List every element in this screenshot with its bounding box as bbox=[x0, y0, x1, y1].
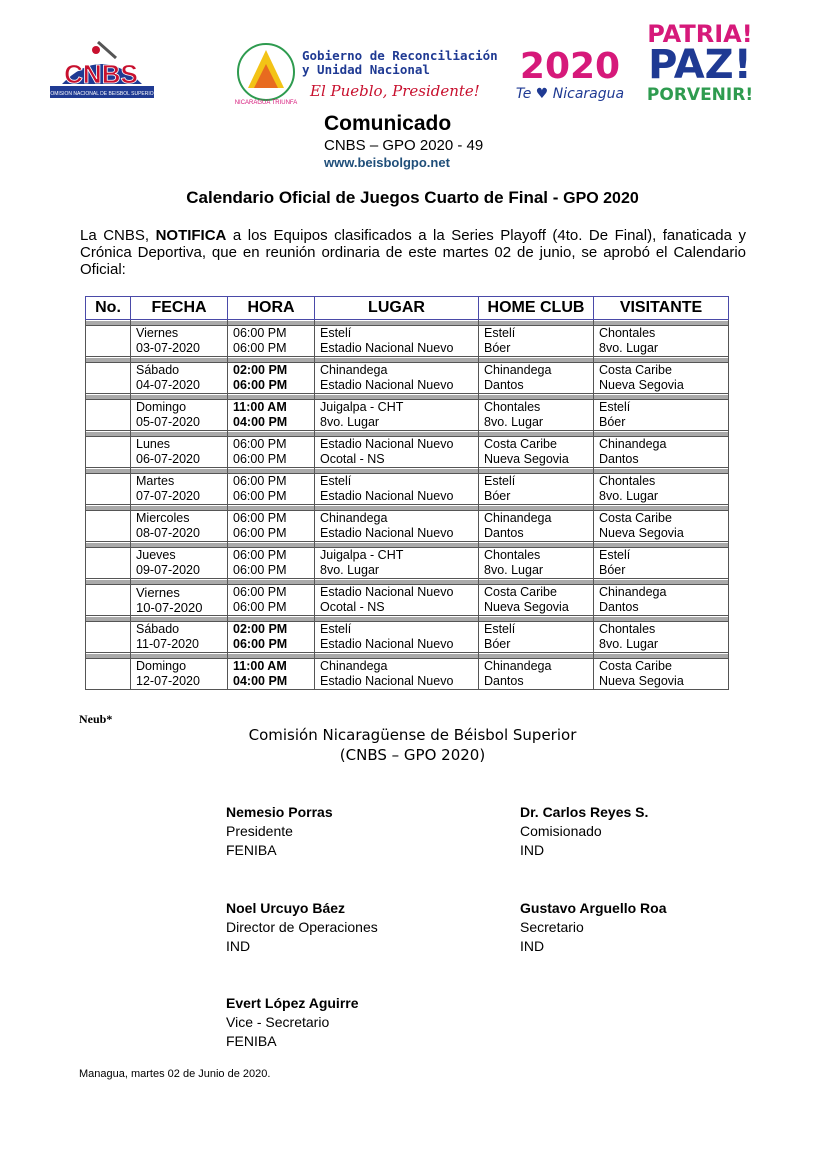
game-day: Sábado bbox=[131, 622, 228, 638]
main-title-text: Calendario Oficial de Juegos Cuarto de Final - bbox=[186, 188, 564, 207]
game-number-cell bbox=[86, 400, 131, 416]
game-day: Jueves bbox=[131, 548, 228, 564]
game-visitor: 8vo. Lugar bbox=[594, 489, 729, 505]
gobierno-slogan: El Pueblo, Presidente! bbox=[310, 82, 480, 100]
comunicado-number: CNBS – GPO 2020 - 49 bbox=[324, 137, 484, 154]
game-place: Estadio Nacional Nuevo bbox=[315, 437, 479, 453]
game-time: 06:00 PM bbox=[228, 378, 315, 394]
signatory-name: Gustavo Arguello Roa bbox=[520, 900, 667, 916]
game-visitor: Chinandega bbox=[594, 585, 729, 601]
game-row bbox=[86, 378, 729, 394]
game-day: Viernes bbox=[131, 326, 228, 342]
gobierno-logo bbox=[228, 36, 498, 106]
organization-name: Comisión Nicaragüense de Béisbol Superior bbox=[248, 726, 577, 744]
game-row bbox=[86, 415, 729, 431]
game-visitor: Chontales bbox=[594, 326, 729, 342]
game-place: Estadio Nacional Nuevo bbox=[315, 526, 479, 542]
game-row bbox=[86, 400, 729, 416]
game-visitor: Costa Caribe bbox=[594, 659, 729, 675]
game-number-cell bbox=[86, 548, 131, 564]
game-visitor: Costa Caribe bbox=[594, 363, 729, 379]
game-number-cell bbox=[86, 511, 131, 527]
game-place: Estelí bbox=[315, 474, 479, 490]
gobierno-seal-text: NICARAGUA TRIUNFA bbox=[234, 100, 298, 106]
game-home-club: Chinandega bbox=[479, 659, 594, 675]
game-visitor: Costa Caribe bbox=[594, 511, 729, 527]
game-place: Estadio Nacional Nuevo bbox=[315, 637, 479, 653]
game-home-club: Dantos bbox=[479, 378, 594, 394]
game-place: Estadio Nacional Nuevo bbox=[315, 585, 479, 601]
game-time: 02:00 PM bbox=[228, 622, 315, 638]
game-visitor: Bóer bbox=[594, 415, 729, 431]
signatory-title: Director de Operaciones bbox=[226, 919, 378, 935]
game-time: 06:00 PM bbox=[228, 341, 315, 357]
game-row bbox=[86, 363, 729, 379]
game-place: Chinandega bbox=[315, 363, 479, 379]
signatory-5 bbox=[226, 994, 359, 1051]
game-place: Chinandega bbox=[315, 511, 479, 527]
game-home-club: Bóer bbox=[479, 637, 594, 653]
game-row bbox=[86, 548, 729, 564]
intro-bold: NOTIFICA bbox=[155, 227, 227, 244]
game-number-cell bbox=[86, 585, 131, 601]
signatory-name: Nemesio Porras bbox=[226, 804, 333, 820]
game-time: 06:00 PM bbox=[228, 511, 315, 527]
game-home-club: Costa Caribe bbox=[479, 437, 594, 453]
game-row bbox=[86, 511, 729, 527]
game-home-club: Chinandega bbox=[479, 511, 594, 527]
game-place: Estelí bbox=[315, 326, 479, 342]
game-row bbox=[86, 474, 729, 490]
game-time: 06:00 PM bbox=[228, 452, 315, 468]
cnbs-logo bbox=[46, 36, 156, 102]
game-time: 11:00 AM bbox=[228, 400, 315, 416]
te-amo-nicaragua-logo bbox=[508, 44, 633, 102]
main-title-suffix: GPO 2020 bbox=[563, 190, 639, 207]
game-place: Ocotal - NS bbox=[315, 452, 479, 468]
game-visitor: Chontales bbox=[594, 474, 729, 490]
schedule-body bbox=[86, 320, 729, 690]
schedule-table bbox=[85, 296, 729, 690]
game-day: Martes bbox=[131, 474, 228, 490]
game-row bbox=[86, 563, 729, 579]
signatory-org: IND bbox=[226, 938, 251, 954]
game-row bbox=[86, 637, 729, 653]
game-row bbox=[86, 659, 729, 675]
footer-date: Managua, martes 02 de Junio de 2020. bbox=[79, 1068, 271, 1080]
game-number-cell bbox=[86, 378, 131, 394]
signatory-title: Vice - Secretario bbox=[226, 1014, 330, 1030]
game-date: 05-07-2020 bbox=[131, 415, 228, 431]
signatory-org: FENIBA bbox=[226, 842, 277, 858]
signatory-name: Dr. Carlos Reyes S. bbox=[520, 804, 649, 820]
game-time: 06:00 PM bbox=[228, 489, 315, 505]
game-home-club: Nueva Segovia bbox=[479, 452, 594, 468]
game-place: Ocotal - NS bbox=[315, 600, 479, 616]
game-row bbox=[86, 600, 729, 616]
game-visitor: Dantos bbox=[594, 452, 729, 468]
game-home-club: Chontales bbox=[479, 548, 594, 564]
game-number-cell bbox=[86, 326, 131, 342]
game-place: Estadio Nacional Nuevo bbox=[315, 378, 479, 394]
game-time: 06:00 PM bbox=[228, 585, 315, 601]
game-date: 04-07-2020 bbox=[131, 378, 228, 394]
patria-line3: PORVENIR! bbox=[646, 85, 754, 104]
schedule-header-row bbox=[86, 297, 729, 320]
signatory-name: Evert López Aguirre bbox=[226, 995, 359, 1011]
col-header-home-club: HOME CLUB bbox=[479, 297, 594, 320]
signatory-name: Noel Urcuyo Báez bbox=[226, 900, 346, 916]
signatory-org: IND bbox=[520, 938, 545, 954]
game-home-club: Costa Caribe bbox=[479, 585, 594, 601]
game-date: 07-07-2020 bbox=[131, 489, 228, 505]
logo2020-year: 2020 bbox=[519, 46, 621, 87]
game-row bbox=[86, 585, 729, 601]
signatory-org: IND bbox=[520, 842, 545, 858]
game-place: Estadio Nacional Nuevo bbox=[315, 489, 479, 505]
game-day: Lunes bbox=[131, 437, 228, 453]
game-number-cell bbox=[86, 659, 131, 675]
game-visitor: 8vo. Lugar bbox=[594, 341, 729, 357]
game-visitor: Chinandega bbox=[594, 437, 729, 453]
game-home-club: Estelí bbox=[479, 326, 594, 342]
game-row bbox=[86, 622, 729, 638]
col-header-fecha: FECHA bbox=[131, 297, 228, 320]
game-time: 06:00 PM bbox=[228, 600, 315, 616]
intro-paragraph bbox=[80, 227, 746, 278]
game-number-cell bbox=[86, 526, 131, 542]
game-home-club: Nueva Segovia bbox=[479, 600, 594, 616]
game-home-club: 8vo. Lugar bbox=[479, 415, 594, 431]
game-day: Domingo bbox=[131, 400, 228, 416]
game-place: Estadio Nacional Nuevo bbox=[315, 341, 479, 357]
logo2020-text: Te ♥ Nicaragua bbox=[515, 86, 625, 102]
game-visitor: Bóer bbox=[594, 563, 729, 579]
game-visitor: Estelí bbox=[594, 400, 729, 416]
game-day: Viernes bbox=[131, 585, 228, 601]
game-number-cell bbox=[86, 363, 131, 379]
col-header-no: No. bbox=[86, 297, 131, 320]
col-header-hora: HORA bbox=[228, 297, 315, 320]
signatory-title: Comisionado bbox=[520, 823, 602, 839]
game-visitor: Nueva Segovia bbox=[594, 378, 729, 394]
col-header-visitante: VISITANTE bbox=[594, 297, 729, 320]
game-home-club: Dantos bbox=[479, 674, 594, 690]
game-row bbox=[86, 341, 729, 357]
game-time: 06:00 PM bbox=[228, 437, 315, 453]
game-row bbox=[86, 489, 729, 505]
game-number-cell bbox=[86, 415, 131, 431]
signatory-2 bbox=[520, 803, 648, 860]
game-visitor: Chontales bbox=[594, 622, 729, 638]
game-time: 04:00 PM bbox=[228, 674, 315, 690]
cnbs-logo-text: CNBS bbox=[64, 59, 138, 89]
game-number-cell bbox=[86, 437, 131, 453]
cnbs-logo-subtitle: COMISION NACIONAL DE BEISBOL SUPERIOR bbox=[46, 91, 156, 97]
signatory-org: FENIBA bbox=[226, 1033, 277, 1049]
intro-part1: La CNBS, bbox=[80, 227, 156, 244]
game-home-club: Estelí bbox=[479, 622, 594, 638]
game-row bbox=[86, 452, 729, 468]
gobierno-line2: y Unidad Nacional bbox=[302, 62, 430, 77]
game-number-cell bbox=[86, 600, 131, 616]
col-header-lugar: LUGAR bbox=[315, 297, 479, 320]
game-visitor: Nueva Segovia bbox=[594, 526, 729, 542]
game-date: 12-07-2020 bbox=[131, 674, 228, 690]
game-home-club: Chontales bbox=[479, 400, 594, 416]
game-visitor: Nueva Segovia bbox=[594, 674, 729, 690]
game-visitor: Estelí bbox=[594, 548, 729, 564]
game-number-cell bbox=[86, 474, 131, 490]
organization-abbrev: (CNBS – GPO 2020) bbox=[339, 746, 486, 764]
game-number-cell bbox=[86, 341, 131, 357]
game-date: 09-07-2020 bbox=[131, 563, 228, 579]
game-day: Domingo bbox=[131, 659, 228, 675]
signatory-title: Presidente bbox=[226, 823, 293, 839]
signatory-title: Secretario bbox=[520, 919, 584, 935]
comunicado-title: Comunicado bbox=[324, 112, 452, 135]
game-date: 03-07-2020 bbox=[131, 341, 228, 357]
website-link[interactable]: www.beisbolgpo.net bbox=[324, 155, 450, 170]
game-visitor: Dantos bbox=[594, 600, 729, 616]
patria-paz-porvenir-logo bbox=[643, 20, 757, 104]
game-home-club: Estelí bbox=[479, 474, 594, 490]
patria-line1: PATRIA! bbox=[647, 20, 753, 48]
game-row bbox=[86, 326, 729, 342]
game-number-cell bbox=[86, 452, 131, 468]
game-visitor: 8vo. Lugar bbox=[594, 637, 729, 653]
game-date: 10-07-2020 bbox=[131, 600, 228, 616]
game-number-cell bbox=[86, 637, 131, 653]
game-number-cell bbox=[86, 563, 131, 579]
game-time: 11:00 AM bbox=[228, 659, 315, 675]
game-date: 06-07-2020 bbox=[131, 452, 228, 468]
intro-part2: a los Equipos clasificados a la Series Playoff (4to. De Final), fanaticada y Crónica Deportiva, que en reunión ordinaria de este martes 02 de junio, se aprobó el Calendario Oficial: bbox=[80, 227, 746, 278]
game-date: 11-07-2020 bbox=[131, 637, 228, 653]
game-row bbox=[86, 674, 729, 690]
game-place: Juigalpa - CHT bbox=[315, 400, 479, 416]
game-date: 08-07-2020 bbox=[131, 526, 228, 542]
signatory-3 bbox=[226, 899, 378, 956]
game-home-club: Bóer bbox=[479, 489, 594, 505]
game-number-cell bbox=[86, 674, 131, 690]
game-day: Miercoles bbox=[131, 511, 228, 527]
game-row bbox=[86, 526, 729, 542]
game-number-cell bbox=[86, 489, 131, 505]
signatory-4 bbox=[520, 899, 667, 956]
patria-line2: PAZ! bbox=[648, 42, 752, 88]
game-time: 06:00 PM bbox=[228, 326, 315, 342]
neub-note: Neub* bbox=[79, 712, 113, 726]
game-time: 06:00 PM bbox=[228, 474, 315, 490]
signatory-1 bbox=[226, 803, 333, 860]
game-place: Estadio Nacional Nuevo bbox=[315, 674, 479, 690]
game-place: Estelí bbox=[315, 622, 479, 638]
game-time: 06:00 PM bbox=[228, 563, 315, 579]
game-day: Sábado bbox=[131, 363, 228, 379]
main-title bbox=[0, 188, 825, 208]
game-home-club: Chinandega bbox=[479, 363, 594, 379]
game-time: 06:00 PM bbox=[228, 526, 315, 542]
game-time: 06:00 PM bbox=[228, 637, 315, 653]
game-home-club: Bóer bbox=[479, 341, 594, 357]
game-place: Chinandega bbox=[315, 659, 479, 675]
game-place: 8vo. Lugar bbox=[315, 415, 479, 431]
game-home-club: Dantos bbox=[479, 526, 594, 542]
game-place: 8vo. Lugar bbox=[315, 563, 479, 579]
game-row bbox=[86, 437, 729, 453]
game-home-club: 8vo. Lugar bbox=[479, 563, 594, 579]
game-time: 04:00 PM bbox=[228, 415, 315, 431]
game-place: Juigalpa - CHT bbox=[315, 548, 479, 564]
game-time: 06:00 PM bbox=[228, 548, 315, 564]
game-time: 02:00 PM bbox=[228, 363, 315, 379]
game-number-cell bbox=[86, 622, 131, 638]
gobierno-line1: Gobierno de Reconciliación bbox=[302, 48, 498, 63]
